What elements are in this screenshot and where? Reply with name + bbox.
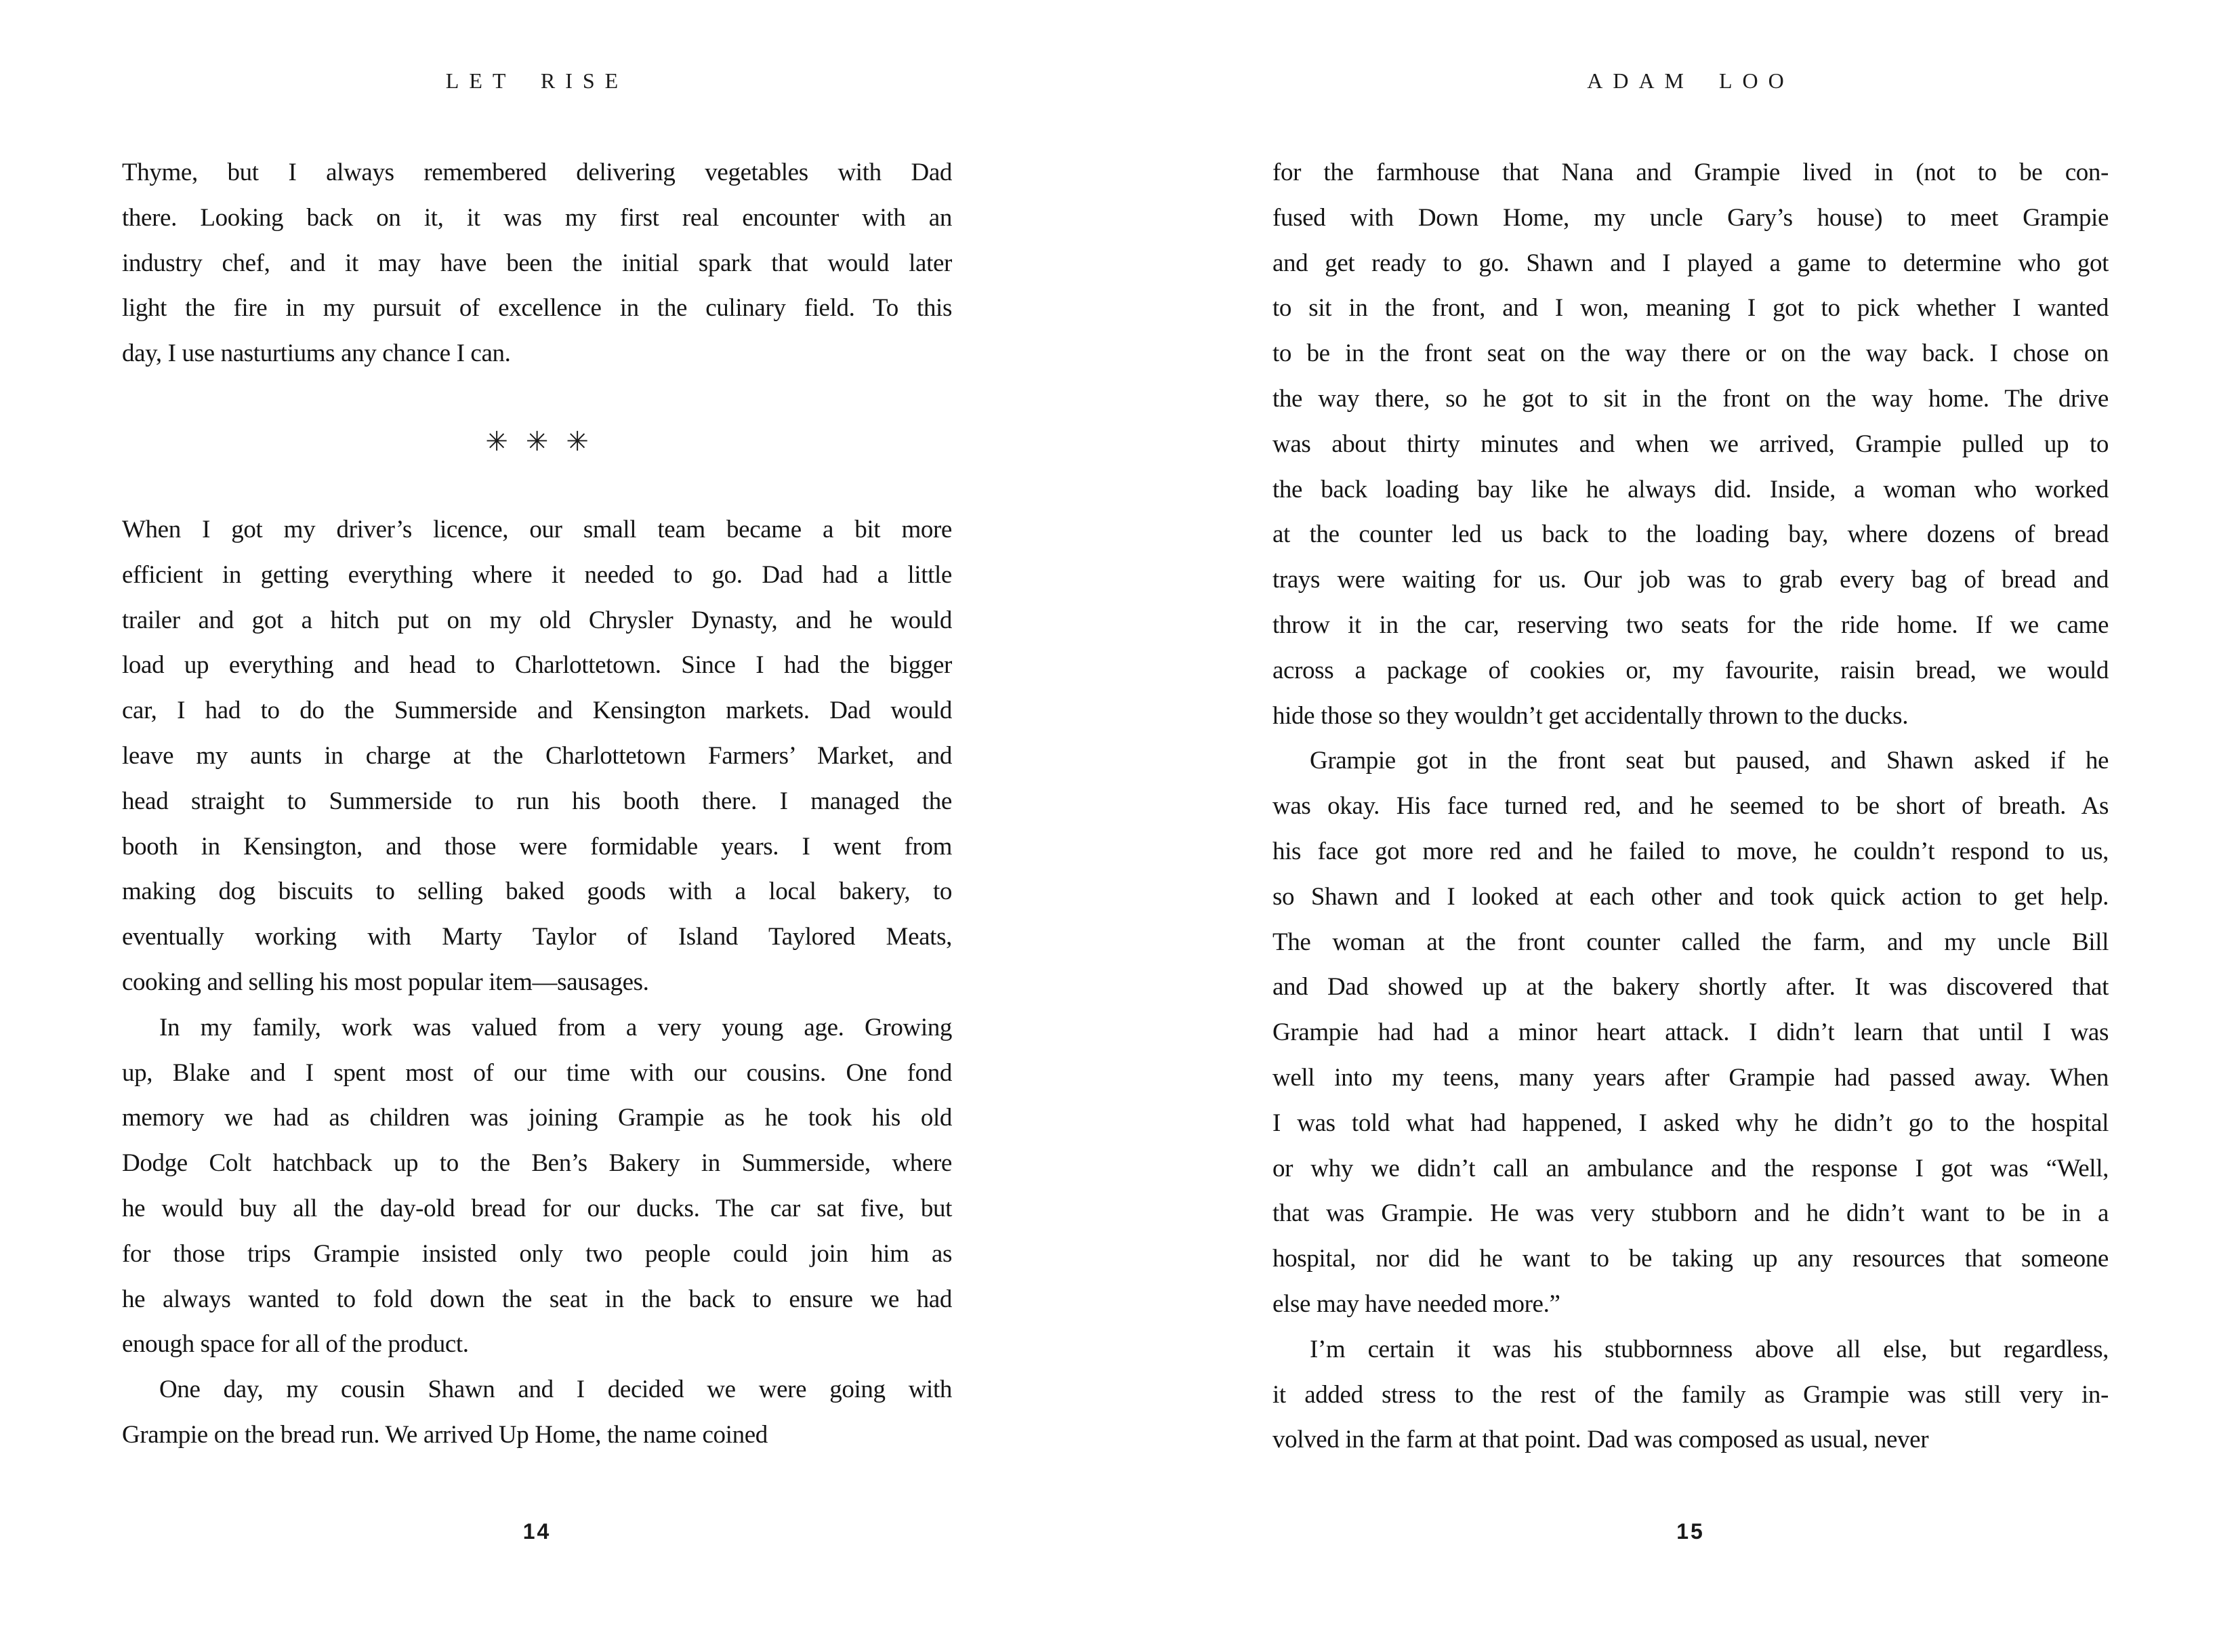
text-line: to be in the front seat on the way there or on the way back. I chose on <box>1272 339 2109 368</box>
text-line: the way there, so he got to sit in the front on the way home. The drive <box>1272 384 2109 413</box>
text-line: else may have needed more.” <box>1272 1289 1560 1318</box>
text-line: the back loading bay like he always did. Inside, a woman who worked <box>1272 475 2109 503</box>
page-left <box>122 0 952 1652</box>
page-number-left: 14 <box>522 1519 552 1544</box>
text-line: so Shawn and I looked at each other and took quick action to get help. <box>1272 882 2109 911</box>
paragraph <box>122 508 952 1006</box>
text-line: enough space for all of the product. <box>122 1330 469 1359</box>
page-right <box>1272 0 2109 1652</box>
asterisk-icon: ✳ <box>485 426 508 458</box>
text-line: day, I use nasturtiums any chance I can. <box>122 339 511 368</box>
text-line: volved in the farm at that point. Dad was composed as usual, never <box>1272 1426 1929 1454</box>
text-line: The woman at the front counter called the farm, and my uncle Bill <box>1272 928 2109 956</box>
text-line: trailer and got a hitch put on my old Chrysler Dynasty, and he would <box>122 606 952 634</box>
text-line: memory we had as children was joining Grampie as he took his old <box>122 1104 952 1132</box>
paragraph <box>122 150 952 377</box>
page-body-right <box>1272 150 2109 1463</box>
text-line: for the farmhouse that Nana and Grampie lived in (not to be con- <box>1272 159 2109 186</box>
text-line: for those trips Grampie insisted only two people could join him as <box>122 1239 952 1268</box>
text-line: and get ready to go. Shawn and I played a game to determine who got <box>1272 249 2109 277</box>
text-line: his face got more red and he failed to move, he couldn’t respond to us, <box>1272 837 2109 865</box>
text-line: industry chef, and it may have been the initial spark that would later <box>122 249 952 277</box>
asterisk-icon: ✳ <box>566 426 589 458</box>
text-line: was okay. His face turned red, and he seemed to be short of breath. As <box>1272 792 2109 821</box>
text-line: load up everything and head to Charlottetown. Since I had the bigger <box>122 651 952 680</box>
paragraph <box>122 1006 952 1367</box>
text-line: Dodge Colt hatchback up to the Ben’s Bakery in Summerside, where <box>122 1149 952 1178</box>
text-line: or why we didn’t call an ambulance and the response I got was “Well, <box>1272 1154 2109 1182</box>
text-line: In my family, work was valued from a very young age. Growing <box>159 1013 952 1041</box>
text-line: I was told what had happened, I asked why he didn’t go to the hospital <box>1272 1109 2109 1137</box>
text-line: light the fire in my pursuit of excellence in the culinary field. To this <box>122 294 952 323</box>
text-line: I’m certain it was his stubbornness above all else, but regardless, <box>1310 1335 2109 1363</box>
text-line: Grampie got in the front seat but paused, and Shawn asked if he <box>1310 747 2109 775</box>
page-body-left <box>122 150 952 1458</box>
text-line: to sit in the front, and I won, meaning I got to pick whether I wanted <box>1272 294 2109 323</box>
page-number-right: 15 <box>1676 1519 1705 1544</box>
text-line: across a package of cookies or, my favourite, raisin bread, we would <box>1272 656 2109 684</box>
section-break <box>122 377 952 508</box>
text-line: efficient in getting everything where it needed to go. Dad had a little <box>122 560 952 589</box>
paragraph <box>122 1367 952 1458</box>
running-header-right: ADAM LOO <box>1587 68 1794 93</box>
text-line: hide those so they wouldn’t get accidentally thrown to the ducks. <box>1272 701 1909 730</box>
text-line: that was Grampie. He was very stubborn and he didn’t want to be in a <box>1272 1199 2109 1228</box>
text-line: When I got my driver’s licence, our small team became a bit more <box>122 515 952 543</box>
text-line: cooking and selling his most popular item—sausages. <box>122 968 649 996</box>
text-line: One day, my cousin Shawn and I decided we were going with <box>159 1376 952 1404</box>
asterisk-icon: ✳ <box>525 426 549 458</box>
paragraph <box>1272 150 2109 739</box>
paragraph <box>1272 1327 2109 1463</box>
text-line: hospital, nor did he want to be taking up any resources that someone <box>1272 1245 2109 1273</box>
text-line: well into my teens, many years after Grampie had passed away. When <box>1272 1063 2109 1092</box>
text-line: fused with Down Home, my uncle Gary’s house) to meet Grampie <box>1272 203 2109 232</box>
text-line: Thyme, but I always remembered delivering vegetables with Dad <box>122 159 952 186</box>
text-line: Grampie on the bread run. We arrived Up Home, the name coined <box>122 1420 768 1449</box>
text-line: at the counter led us back to the loading bay, where dozens of bread <box>1272 520 2109 549</box>
text-line: car, I had to do the Summerside and Kensington markets. Dad would <box>122 697 952 725</box>
text-line: eventually working with Marty Taylor of Island Taylored Meats, <box>122 923 952 951</box>
text-line: trays were waiting for us. Our job was to grab every bag of bread and <box>1272 566 2109 594</box>
text-line: and Dad showed up at the bakery shortly after. It was discovered that <box>1272 973 2109 1001</box>
text-line: there. Looking back on it, it was my first real encounter with an <box>122 203 952 232</box>
text-line: leave my aunts in charge at the Charlottetown Farmers’ Market, and <box>122 741 952 770</box>
text-line: was about thirty minutes and when we arrived, Grampie pulled up to <box>1272 430 2109 458</box>
text-line: he would buy all the day-old bread for our ducks. The car sat five, but <box>122 1194 952 1222</box>
text-line: throw it in the car, reserving two seats for the ride home. If we came <box>1272 611 2109 639</box>
text-line: up, Blake and I spent most of our time with our cousins. One fond <box>122 1058 952 1087</box>
text-line: booth in Kensington, and those were formidable years. I went from <box>122 832 952 861</box>
paragraph <box>1272 739 2109 1327</box>
text-line: it added stress to the rest of the family as Grampie was still very in- <box>1272 1380 2109 1409</box>
text-line: he always wanted to fold down the seat in the back to ensure we had <box>122 1285 952 1313</box>
text-line: making dog biscuits to selling baked goods with a local bakery, to <box>122 877 952 906</box>
running-header-left: LET RISE <box>445 68 629 93</box>
text-line: head straight to Summerside to run his booth there. I managed the <box>122 787 952 815</box>
text-line: Grampie had had a minor heart attack. I didn’t learn that until I was <box>1272 1018 2109 1047</box>
